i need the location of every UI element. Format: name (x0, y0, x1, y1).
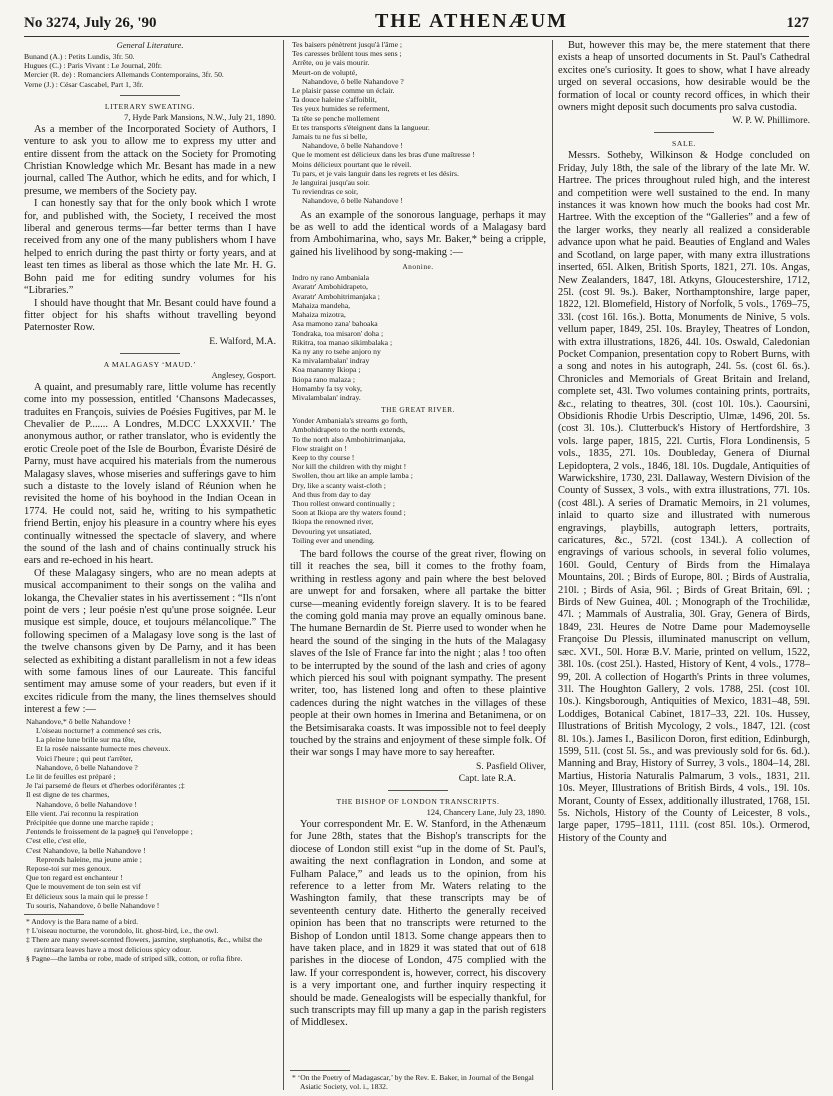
verse-line: Yonder Ambaniala's streams go forth, (292, 416, 408, 426)
footnote: † L'oiseau nocturne, the vorondolo, lit. ghost-bird, i.e., the owl. (26, 926, 219, 936)
article-title: THE BISHOP OF LONDON TRANSCRIPTS. (336, 796, 500, 806)
dateline: 124, Chancery Lane, July 23, 1890. (426, 807, 546, 817)
verse-line: Tes yeux humides se referment, (292, 104, 390, 114)
verse-line: Le plaisir passe comme un éclair. (292, 86, 395, 96)
column-3 (558, 40, 810, 1090)
verse-line: Ikiopa the renowned river, (292, 517, 374, 527)
list-item: Verne (J.) : César Cascabel, Part 1, 3fr. (24, 79, 144, 89)
verse-line: Tes caresses brûlent tous mes sens ; (292, 49, 402, 59)
verse-line: Je languirai jusqu'au soir. (292, 178, 370, 188)
verse-block (290, 40, 546, 206)
footnote: ‡ There are many sweet-scented flowers, jasmine, stephanotis, &c., whilst the ravintsara leaves have a most delicious spicy odour. (26, 935, 263, 954)
verse-line: Mahaiza mandeha, (292, 300, 351, 310)
verse-line: Et délicieux sous la main qui le presse ! (26, 891, 149, 901)
footnote: * ‘On the Poetry of Madagascar,’ by the Rev. E. Baker, in Journal of the Bengal Asiatic Society, vol. i., 1832. (292, 1073, 534, 1092)
verse-line: C'est elle, c'est elle, (26, 836, 87, 846)
signature: E. Walford, M.A. (209, 335, 276, 347)
column-rule (552, 40, 553, 1090)
signature: S. Pasfield Oliver, (476, 760, 546, 772)
verse-line: And thus from day to day (292, 489, 371, 499)
verse-line: La pleine lune brille sur ma tête, (36, 735, 136, 745)
verse-line: Flow straight on ! (292, 443, 347, 453)
verse-line: Mivalambalan' indray. (292, 392, 361, 402)
verse-line: Ka mivalambalan' indray (292, 356, 370, 366)
verse-line: Arrête, ou je vais mourir. (292, 58, 370, 68)
signature-rank: Capt. late R.A. (458, 772, 516, 784)
paragraph: Of these Malagasy singers, who are no mean adepts at musical accompaniment to their songs on the valiha and lokanga, the Chevalier states in his avertissement : “Ils n'ont point de vers ; leur poésie n'est qu'une prose soignée. Leur musique est simple, douce, et toujours mélancolique.” The following specimen of a Malagasy love song is the last of the twelve chansons given by De Parny, and it has been selected as exhibiting a distant parallelism in not a few ideas with some famous lines of our Laureate. This fanciful sentiment may amuse some of your readers, but even if it excites ridicule from the many, the lines themselves should interest a few :— (24, 567, 276, 716)
paragraph: Messrs. Sotheby, Wilkinson & Hodge concluded on Friday, July 18th, the sale of the library of the late Mr. W. Hartree. The prices throughout ruled high, and the interest and competition were well sustained to the end. In many instances it was known how much the books had cost Mr. Hartree. With the exception of the “Galleries” and a few of the larger works, they nearly all realized a considerable advance upon what he paid. Beauties of England and Wales and Scotland, on large paper, with many extra illustrations inserted, 65l. Alken, British Sports, 1821, 27l. 10s. Angas, New Zealanders, 1847, 18l. Atkyns, Gloucestershire, 1712, 25l. (cost 9l. 9s.). Baker, Northamptonshire, large paper, 1822, 12l. Blomefield, History of Norfolk, 5 vols., 1769–75, 33l. (cost 16l. 16s.). Botta, Monuments de Ninive, 5 vols. vellum paper, 1849, 25l. 10s. Brayley, Theatres of London, with extra illustrations, 1826, 44l. 10s. Oswald, Caledonian Pocket Companion, presentation copy to Robert Burns, with a song and notes in his autograph, 24l. 5s. (cost 6l. 6s.). Chronicles and Memorials of Great Britain and Ireland, complete set, 43l. Two volumes containing prints, portraits, &c., relating to theatres, 30l. (cost 10l. 10s.). Caoursini, Obsidionis Rhodie Urbis Descriptio, Ulmæ, 1496, 20l. 5s. (cost 3l. 10s.). Clutterbuck's History of Hertfordshire, 3 vols. large paper, 1815, 22l. Curtis, Flora Londinensis, 5 vols., 1835, 27l. 10s. Doubleday, Genera of Diurnal Lepidoptera, 2 vols., 1846, 18l. 10s. Dugdale, Antiquities of Warwickshire, 1730, 23l. Dallaway, Western Division of the County of Sussex, 3 vols., with extra illustrations, 77l. 10s. (cost 48l.). A series of Dramatic Memoirs, in 21 volumes, inlaid to quarto size and illustrated with numerous engravings, playbills, autograph letters, portraits, caricatures, &c., 572l. (cost 134l.). A collection of engravings of various schools, in several folio volumes, 160l. Gould, Century of Birds from the Himalaya Mountains, 20l. ; Birds of Europe, 80l. ; Birds of Australia, 210l. ; Birds of Asia, 96l. ; Birds of Great Britain, 69l. ; Birds of New Guinea, 40l. ; Monograph of the Trochilidæ, 47l. ; Mammals of Australia, 30l. Gray, Genera of Birds, 1849, 23l. Heures de Notre Dame pour Mademoyselle Françoise Du Plessis, illuminated manuscript on vellum, sæc. XVI., 50l. Horæ B.V. Marie, printed on vellum, 1522, 38l. 10s. (cost 25l.). Hasted, History of Kent, 4 vols., 1778–99, 20l. A collection of Hogarth's Prints in three volumes, 31l. The Houghton Gallery, 2 vols. 1788, 25l. (cost 10l. 10s.). Kingsborough, Antiquities of Mexico, 1831–48, 59l. Loddiges, Botanical Cabinet, 1817–33, 22l. 10s. Hussey, Illustrations of British Mycology, 2 vols., 1847, 12l. (cost 8l. 10s.). James I., Basilicon Doron, first edition, Edinburgh, 1599, 51l. (cost 5l. 5s., and was previously sold for 6s. 6d.). Manning and Bray, History of Surrey, 3 vols., 1804–14, 28l. Martius, Historia Naturalis Palmarum, 3 vols., 1831, 21l. 10s. Meyer, Illustrations of British Birds, 4 vols., 19l. 10s. Morant, County of Essex, additionally illustrated, 1768, 15l. 5s. Nichols, History of the County of Leicester, 8 vols., large paper, 1795–1811, 111l. (cost 85l. 10s.). Ormerod, History of the County and (558, 150, 810, 844)
verse-block (290, 416, 546, 545)
divider (120, 353, 180, 354)
verse-block (24, 717, 276, 910)
verse-line: Nor kill the children with thy might ! (292, 462, 407, 472)
footnote: * Andovy is the Bara name of a bird. (26, 916, 138, 926)
verse-line: Avaratr' Ambohitrimanjaka ; (292, 291, 380, 301)
paragraph: As a member of the Incorporated Society of Authors, I venture to ask you to allow me to express my utter and entire dissent from the attack on the Society for Promoting Christian Knowledge which Mr. Besant has made in a new journal, called The Author, which he edits, and for which, I presume, we members of the Society pay. (24, 123, 276, 197)
verse-line: Moins délicieux pourtant que le réveil. (292, 159, 412, 169)
verse-line: Swollen, thou art like an ample lamba ; (292, 471, 413, 481)
article-title: SALE. (672, 139, 696, 149)
paragraph: The bard follows the course of the great river, flowing on till it reaches the sea, bill it comes to the frothy foam, writhing in restless agony and pain where the best beloved are unwept for and forsaken, where all partake the bitter curse—meaning evidently foreign slavery. It is to be feared the coming gold mania may prove an equally ominous bane. The humane Bernardin de St. Pierre used to wonder when he heard the sound of the singing in the huts of the Malagasy slaves of the Isle of France far into the night ; alas ! too often to be interrupted by the sound of the lash and cries of agony which pierced his soul with poignant sympathy. The present writer, too, has listened long and often to these plaintive cadences during the night watches in the villages of these people at their own homes in Imerina and Betanimena, or on the Betsimisaraka coasts. It was impossible not to feel deeply touched by the strains and enjoyment of these simple folk. Of their war songs I may have more to say hereafter. (290, 548, 546, 759)
verse-line: C'est Nahandove, la belle Nahandove ! (26, 845, 146, 855)
verse-line: Nahandove,* ô belle Nahandove ! (26, 716, 131, 726)
verse-line: Koa mananny Ikiopa ; (292, 365, 361, 375)
verse-line: Je l'ai parsemé de fleurs et d'herbes odoriférantes ;‡ (26, 781, 185, 791)
dateline: 7, Hyde Park Mansions, N.W., July 21, 1890. (124, 112, 276, 122)
verse-line: Dry, like a scanty waist-cloth ; (292, 480, 386, 490)
verse-line: Nahandove, ô belle Nahandove ! (302, 141, 403, 151)
list-item: Hugues (C.) : Paris Vivant : Le Journal, 20fr. (24, 61, 162, 71)
verse-line: Meurt-on de volupté, (292, 67, 358, 77)
verse-line: Homamby fa tsy voky, (292, 383, 362, 393)
verse-line: Rikitra, toa manao sikimbalaka ; (292, 337, 393, 347)
verse-line: Avaratr' Ambohidrapeto, (292, 282, 368, 292)
verse-line: Précipitée que donne une marche rapide ; (26, 817, 154, 827)
page-header (24, 10, 809, 37)
verse-line: Asa mamono zana' bahoaka (292, 319, 378, 329)
verse-line: Nahandove, ô belle Nahandove ? (36, 762, 138, 772)
paragraph: As an example of the sonorous language, perhaps it may be as well to add the identical words of a Malagasy bard from Ambohimarina, who, says Mr. Baker,* being a cripple, gained his livelihood by song-making :— (290, 209, 546, 258)
verse-line: Ta tête se penche mollement (292, 113, 380, 123)
verse-line: J'entends le froissement de la pagne§ qui l'enveloppe ; (26, 827, 193, 837)
verse-line: Ka ny any ro tsehe anjoro ny (292, 346, 381, 356)
verse-line: Soon at Ikiopa are thy waters found ; (292, 508, 406, 518)
list-item: Mercier (R. de) : Romanciers Allemands Contemporains, 3fr. 50. (24, 70, 224, 80)
verse-line: Tu souris, Nahandove, ô belle Nahandove ! (26, 900, 160, 910)
verse-line: Devouring yet unsatiated, (292, 526, 372, 536)
list-item: Bunand (A.) : Petits Lundis, 3fr. 50. (24, 52, 135, 61)
verse-line: Que ton regard est enchanteur ! (26, 873, 123, 883)
verse-title: Anonine. (402, 262, 434, 272)
verse-line: Que le moment est délicieux dans les bras d'une maîtresse ! (292, 150, 475, 160)
page-number: 127 (786, 15, 809, 31)
verse-line: Il est digne de tes charmes, (26, 790, 110, 800)
verse-line: Que le mouvement de ton sein est vif (26, 882, 141, 892)
paragraph: Your correspondent Mr. E. W. Stanford, in the Athenæum for June 28th, states that the Bishop's transcripts for the diocese of London still exist “up in the dome of St. Paul's, awaiting the next conflagration in London, and some at Fulham Palace,” and leads us to the opinion, from his reference to a letter from Mr. Waters relating to the Washington family, that these transcripts may be of seventeenth century date. Hitherto the generally received opinion has been that no transcripts were returned to the Bishop of London until 1813. Some change appears then to have taken place, and in 1829 it was stated that out of 618 parishes in the diocese of London, 475 complied with the law. If your correspondent is, however, correct, his discovery is a very important one, and further inquiry respecting it should be made. Genealogists will be especially thankful, for such transcripts may fill up many a gap in the parish registers of Middlesex. (290, 818, 546, 1029)
verse-title: THE GREAT RIVER. (381, 405, 455, 415)
verse-line: Thou rollest onward continually ; (292, 498, 395, 508)
verse-line: L'oiseau nocturne† a commencé ses cris, (36, 725, 162, 735)
verse-block (290, 273, 546, 402)
footnote: § Pagne—the lamba or robe, made of striped silk, cotton, or rofia fibre. (26, 953, 243, 963)
paragraph: A quaint, and presumably rare, little volume has recently come into my possession, entitled ‘Chansons Madecasses, traduites en François, suivies de Poésies Fugitives, par M. le Chevalier de P....... A Londres, M.DCC LXXXVII.’ The anonymous author, or rather translator, who is evidently the erotic Creole poet of the Isle de Bourbon, Évariste Désiré de Parny, must have acquired his materials from the numerous Malagasy slaves, whose miseries and sufferings gave to him such a distaste to the lovely island of Réunion when he revisited the home of his boyhood in the Indian Ocean in 1774. He could not, said he, writing to his sympathetic friend Bertin, enjoy his pleasure in a country where his eyes continually witnessed the spectacle of slavery, and where the sound of the lash and of chains continually struck his ears and re-echoed in his heart. (24, 381, 276, 567)
verse-line: Nahandove, ô belle Nahandove ? (302, 76, 404, 86)
article-title: LITERARY SWEATING. (104, 101, 196, 111)
dateline: Anglesey, Gosport. (211, 370, 276, 380)
verse-line: Indro ny rano Ambaniala (292, 273, 370, 283)
article-title: A MALAGASY ‘MAUD.’ (103, 359, 197, 369)
verse-line: Ambohidrapeto to the north extends, (292, 425, 405, 435)
column-rule (283, 40, 284, 1090)
verse-line: Elle vient. J'ai reconnu la respiration (26, 808, 139, 818)
issue-date: No 3274, July 26, '90 (24, 15, 157, 31)
verse-line: Ikiopa rano malaza ; (292, 374, 355, 384)
verse-line: Et la rosée naissante humecte mes cheveux. (36, 744, 171, 754)
verse-line: Keep to thy course ! (292, 452, 355, 462)
verse-line: Et tes transports s'éteignent dans la langueur. (292, 122, 430, 132)
verse-line: Tu reviendras ce soir, (292, 187, 359, 197)
section-heading: General Literature. (116, 40, 184, 50)
signature: W. P. W. Phillimore. (732, 115, 810, 127)
divider (654, 132, 714, 133)
verse-line: Tu pars, et je vais languir dans les regrets et les désirs. (292, 168, 459, 178)
paragraph: But, however this may be, the mere statement that there exists a heap of unsorted documents in St. Paul's Cathedral excites one's curiosity. It goes to show, what I have already urged on several occasions, how desirable would be the formation of local or county record offices, in which their owners might deposit such documents pro salva custodia. (558, 40, 810, 114)
verse-line: Repose-toi sur mes genoux. (26, 863, 112, 873)
divider (388, 790, 448, 791)
footnote-rule (24, 914, 84, 915)
verse-line: Nahandove, ô belle Nahandove ! (302, 196, 403, 206)
verse-line: Ta douce haleine s'affoiblit, (292, 95, 377, 105)
verse-line: Jamais tu ne fus si belle, (292, 132, 368, 142)
verse-line: Toiling ever and unending. (292, 535, 375, 545)
footnote-rule (290, 1070, 350, 1071)
column-1 (24, 40, 276, 1090)
column-2 (290, 40, 546, 1090)
paragraph: I should have thought that Mr. Besant could have found a fitter object for his shafts without travelling beyond Paternoster Row. (24, 297, 276, 334)
verse-line: Reprends haleine, ma jeune amie ; (36, 854, 142, 864)
journal-title: THE ATHENÆUM (374, 10, 569, 32)
paragraph: I can honestly say that for the only book which I wrote for, and published with, the Society, I received the most liberal and generous terms—far better terms than I have received from any one of the many publishers whom I have helped to enrich during the past thirty or forty years, and at least ten times as liberal as those which the late Mr. H. G. Bohn paid me for editing sundry volumes for his “Libraries.” (24, 198, 276, 297)
verse-line: Tes baisers pénètrent jusqu'à l'âme ; (292, 40, 403, 49)
verse-line: To the north also Ambohitrimanjaka, (292, 434, 406, 444)
verse-line: Tondraka, toa misaron' doha ; (292, 328, 384, 338)
verse-line: Nahandove, ô belle Nahandove ! (36, 799, 137, 809)
divider (120, 95, 180, 96)
verse-line: Mahaiza mizotra, (292, 310, 346, 320)
verse-line: Voici l'heure ; qui peut t'arrêter, (36, 753, 133, 763)
verse-line: Le lit de feuilles est préparé ; (26, 771, 116, 781)
